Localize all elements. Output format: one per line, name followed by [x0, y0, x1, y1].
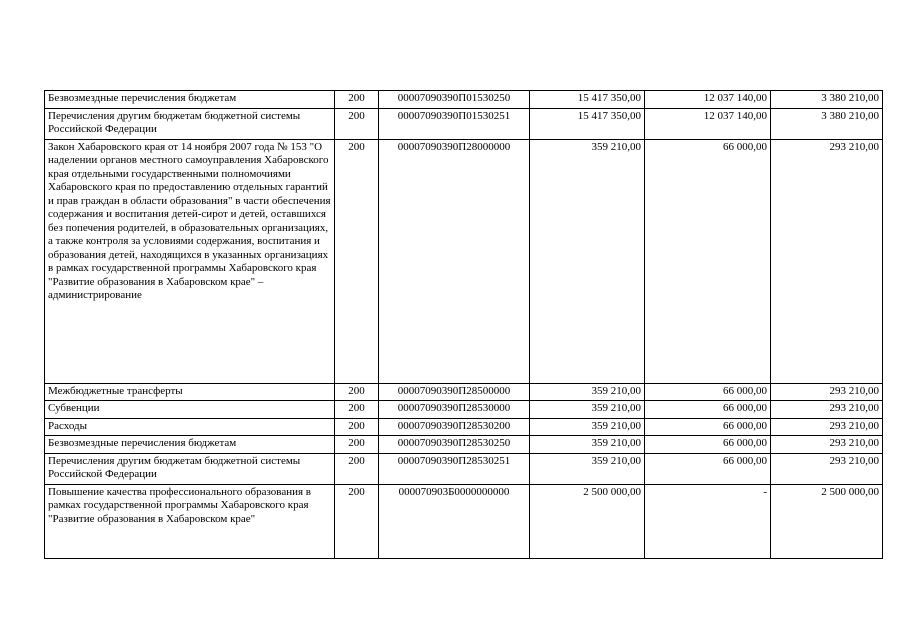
row-kcsr-cell: 00007090390П28000000	[379, 139, 530, 383]
row-name-cell: Расходы	[45, 418, 335, 436]
row-code-cell: 200	[335, 91, 379, 109]
row-name-cell: Безвозмездные перечисления бюджетам	[45, 91, 335, 109]
row-kcsr-cell: 00007090390П01530250	[379, 91, 530, 109]
row-executed-cell: 66 000,00	[645, 453, 771, 484]
row-approved-cell: 15 417 350,00	[530, 91, 645, 109]
table-row	[45, 108, 883, 139]
row-kcsr-cell: 00007090390П28530000	[379, 401, 530, 419]
row-name-cell: Перечисления другим бюджетам бюджетной системы Российской Федерации	[45, 453, 335, 484]
table-row	[45, 401, 883, 419]
row-approved-cell: 15 417 350,00	[530, 108, 645, 139]
table-row	[45, 383, 883, 401]
row-kcsr-cell: 00007090390П28530250	[379, 436, 530, 454]
row-name-cell: Перечисления другим бюджетам бюджетной системы Российской Федерации	[45, 108, 335, 139]
row-executed-cell: 12 037 140,00	[645, 108, 771, 139]
row-kcsr-cell: 00007090390П28530200	[379, 418, 530, 436]
row-code-cell: 200	[335, 453, 379, 484]
row-code-cell: 200	[335, 418, 379, 436]
row-name-cell: Субвенции	[45, 401, 335, 419]
row-code-cell: 200	[335, 484, 379, 558]
row-name-cell: Закон Хабаровского края от 14 ноября 2007 года № 153 "О наделении органов местного самоуправления Хабаровского края отдельными государственными полномочиями Хабаровского края по предоставлению отдельных гарантий и прав граждан в области образования" в части обеспечения содержания и воспитания детей-сирот и детей, оставшихся без попечения родителей, в образовательных организациях, а также контроля за условиями содержания, воспитания и образования детей, находящихся в указанных организациях в рамках государственной программы Хабаровского края "Развитие образования в Хабаровском крае" – администрирование	[45, 139, 335, 383]
row-kcsr-cell: 000070903Б0000000000	[379, 484, 530, 558]
row-name-cell: Повышение качества профессионального образования в рамках государственной программы Хабаровского края "Развитие образования в Хабаровском крае"	[45, 484, 335, 558]
row-executed-cell: 12 037 140,00	[645, 91, 771, 109]
row-code-cell: 200	[335, 108, 379, 139]
row-executed-cell: 66 000,00	[645, 401, 771, 419]
row-unexecuted-cell: 2 500 000,00	[771, 484, 883, 558]
row-unexecuted-cell: 293 210,00	[771, 401, 883, 419]
row-unexecuted-cell: 3 380 210,00	[771, 108, 883, 139]
table-row	[45, 418, 883, 436]
row-unexecuted-cell: 293 210,00	[771, 383, 883, 401]
row-unexecuted-cell: 293 210,00	[771, 139, 883, 383]
row-name-cell: Межбюджетные трансферты	[45, 383, 335, 401]
row-unexecuted-cell: 293 210,00	[771, 453, 883, 484]
row-approved-cell: 2 500 000,00	[530, 484, 645, 558]
table-row	[45, 453, 883, 484]
row-approved-cell: 359 210,00	[530, 401, 645, 419]
row-approved-cell: 359 210,00	[530, 436, 645, 454]
row-kcsr-cell: 00007090390П28500000	[379, 383, 530, 401]
row-executed-cell: 66 000,00	[645, 383, 771, 401]
row-approved-cell: 359 210,00	[530, 418, 645, 436]
table-row	[45, 484, 883, 558]
row-approved-cell: 359 210,00	[530, 383, 645, 401]
row-code-cell: 200	[335, 383, 379, 401]
row-executed-cell: 66 000,00	[645, 418, 771, 436]
row-code-cell: 200	[335, 436, 379, 454]
row-executed-cell: -	[645, 484, 771, 558]
row-name-cell: Безвозмездные перечисления бюджетам	[45, 436, 335, 454]
row-code-cell: 200	[335, 401, 379, 419]
row-approved-cell: 359 210,00	[530, 139, 645, 383]
table-row	[45, 91, 883, 109]
row-unexecuted-cell: 3 380 210,00	[771, 91, 883, 109]
table-row	[45, 436, 883, 454]
row-kcsr-cell: 00007090390П01530251	[379, 108, 530, 139]
row-unexecuted-cell: 293 210,00	[771, 418, 883, 436]
row-approved-cell: 359 210,00	[530, 453, 645, 484]
row-executed-cell: 66 000,00	[645, 436, 771, 454]
row-unexecuted-cell: 293 210,00	[771, 436, 883, 454]
row-code-cell: 200	[335, 139, 379, 383]
budget-table	[44, 90, 883, 559]
row-kcsr-cell: 00007090390П28530251	[379, 453, 530, 484]
row-executed-cell: 66 000,00	[645, 139, 771, 383]
table-row	[45, 139, 883, 383]
